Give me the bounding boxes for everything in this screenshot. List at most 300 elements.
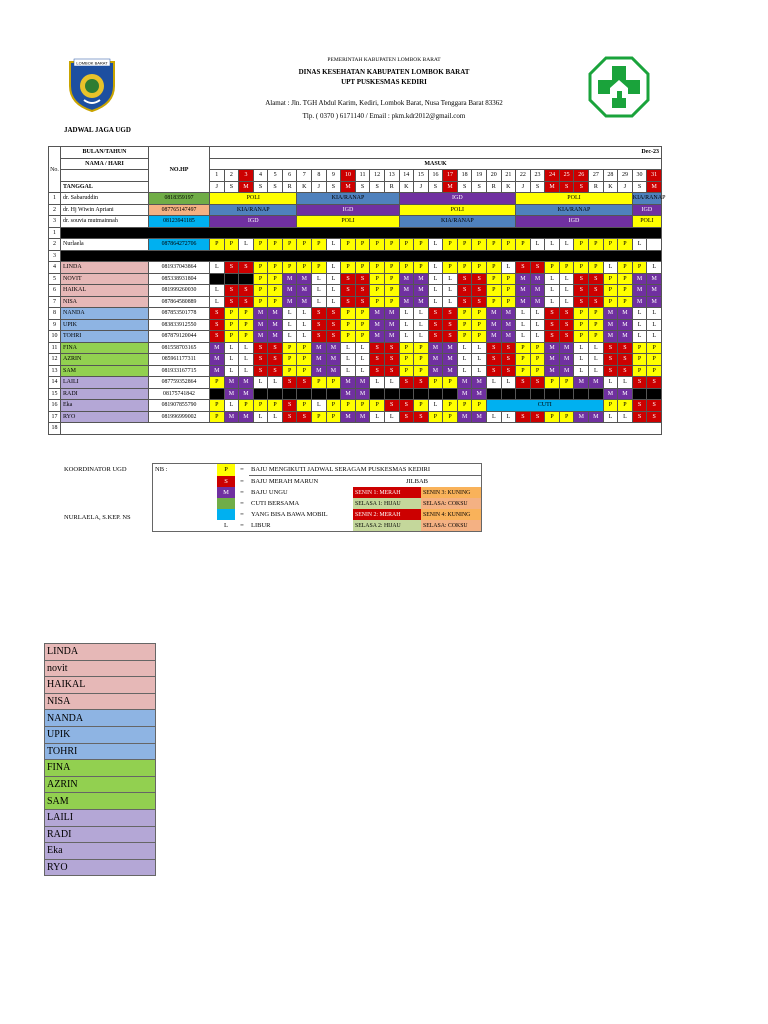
date-cell: 1	[210, 170, 225, 182]
date-cell: 23	[530, 170, 545, 182]
day-cell: S	[457, 181, 472, 193]
shift-cell: M	[210, 365, 225, 377]
shift-cell: M	[384, 319, 399, 331]
shift-cell: L	[341, 354, 356, 366]
date-cell: 16	[428, 170, 443, 182]
legend-code: M	[217, 487, 235, 498]
shift-cell: M	[428, 342, 443, 354]
shift-cell: P	[370, 400, 385, 412]
shift-cell	[632, 388, 647, 400]
day-cell: K	[501, 181, 516, 193]
shift-cell: L	[224, 342, 239, 354]
date-cell: 20	[486, 170, 501, 182]
shift-cell: P	[589, 239, 604, 251]
day-cell: M	[443, 181, 458, 193]
name-list-item: NANDA	[45, 710, 156, 727]
date-cell: 28	[603, 170, 618, 182]
shift-segment: KIA/RANAP	[297, 193, 399, 205]
shift-cell: P	[268, 285, 283, 297]
legend-eq: =	[240, 477, 244, 485]
table-row	[45, 710, 156, 727]
shift-cell: L	[545, 285, 560, 297]
day-cell: R	[384, 181, 399, 193]
shift-cell: M	[574, 377, 589, 389]
shift-cell: L	[428, 273, 443, 285]
date-cell: 31	[647, 170, 662, 182]
shift-cell: M	[297, 273, 312, 285]
shift-cell: M	[268, 331, 283, 343]
shift-cell: L	[355, 354, 370, 366]
shift-cell: M	[210, 342, 225, 354]
shift-cell: P	[239, 308, 254, 320]
phone-number: 087864580889	[149, 296, 210, 308]
name-list-item: Eka	[45, 843, 156, 860]
day-cell: J	[618, 181, 633, 193]
shift-cell: S	[618, 354, 633, 366]
shift-cell: M	[341, 411, 356, 423]
shift-cell: P	[559, 377, 574, 389]
shift-cell: S	[268, 365, 283, 377]
day-cell: S	[632, 181, 647, 193]
date-cell: 13	[384, 170, 399, 182]
shift-cell: P	[574, 262, 589, 274]
shift-cell: P	[501, 285, 516, 297]
table-row	[153, 498, 482, 509]
doctor-name: dr. Sabaruddin	[61, 193, 149, 205]
shift-cell: L	[312, 400, 327, 412]
shift-cell: L	[647, 262, 662, 274]
shift-cell: S	[603, 365, 618, 377]
shift-cell: L	[472, 342, 487, 354]
shift-segment: IGD	[399, 193, 516, 205]
shift-cell: P	[370, 273, 385, 285]
shift-cell: P	[210, 377, 225, 389]
shift-cell: P	[341, 239, 356, 251]
shift-cell: M	[516, 273, 531, 285]
shift-cell: P	[457, 319, 472, 331]
shift-cell: M	[589, 377, 604, 389]
shift-cell: S	[297, 377, 312, 389]
shift-cell: L	[312, 285, 327, 297]
jilbab-cell: SENIN 1: MERAH	[353, 487, 421, 498]
shift-cell: P	[486, 296, 501, 308]
phone-number: 081937043864	[149, 262, 210, 274]
table-row	[45, 726, 156, 743]
table-row	[49, 377, 662, 389]
shift-cell: L	[530, 319, 545, 331]
day-cell: M	[545, 181, 560, 193]
shift-cell: M	[647, 273, 662, 285]
shift-cell: S	[618, 365, 633, 377]
doctor-name: dr. Hj Wiwin Apriani	[61, 204, 149, 216]
day-cell: J	[414, 181, 429, 193]
legend-text: BAJU UNGU	[251, 489, 288, 496]
shift-cell: M	[545, 342, 560, 354]
shift-cell: S	[516, 411, 531, 423]
shift-cell: P	[545, 377, 560, 389]
shift-cell: L	[603, 377, 618, 389]
shift-cell: S	[574, 273, 589, 285]
shift-cell: L	[253, 411, 268, 423]
shift-cell: L	[282, 319, 297, 331]
shift-cell: S	[632, 377, 647, 389]
shift-cell: M	[472, 377, 487, 389]
shift-cell: P	[355, 262, 370, 274]
shift-cell: S	[384, 365, 399, 377]
shift-cell: M	[414, 296, 429, 308]
day-cell: K	[603, 181, 618, 193]
shift-cell: P	[355, 400, 370, 412]
shift-cell: P	[443, 411, 458, 423]
day-cell: S	[428, 181, 443, 193]
blank-row	[61, 423, 662, 435]
table-row	[49, 193, 662, 205]
legend-spacer	[153, 520, 218, 532]
shift-cell: P	[384, 239, 399, 251]
staff-name: UPIK	[61, 319, 149, 331]
table-row	[45, 843, 156, 860]
shift-cell: L	[457, 365, 472, 377]
date-cell: 12	[370, 170, 385, 182]
shift-cell: S	[603, 342, 618, 354]
date-cell: 24	[545, 170, 560, 182]
name-list-item: AZRIN	[45, 776, 156, 793]
shift-cell: S	[603, 354, 618, 366]
shift-cell: S	[457, 285, 472, 297]
shift-cell: S	[239, 285, 254, 297]
shift-cell: S	[399, 411, 414, 423]
shift-cell: L	[428, 400, 443, 412]
shift-cell: P	[618, 273, 633, 285]
shift-cell: L	[574, 354, 589, 366]
staff-name: RADI	[61, 388, 149, 400]
legend-code	[217, 498, 235, 509]
shift-cell: L	[370, 411, 385, 423]
shift-cell: M	[428, 365, 443, 377]
table-row	[49, 204, 662, 216]
shift-cell: L	[399, 308, 414, 320]
phone-number: 08123941185	[149, 216, 210, 228]
shift-cell: P	[399, 365, 414, 377]
shift-cell: L	[443, 273, 458, 285]
shift-cell: P	[647, 365, 662, 377]
shift-cell: P	[516, 342, 531, 354]
shift-cell: P	[414, 354, 429, 366]
staff-name: Nurlaela	[61, 239, 149, 251]
shift-cell: P	[355, 308, 370, 320]
shift-cell: M	[647, 285, 662, 297]
shift-cell: M	[282, 296, 297, 308]
shift-cell: S	[472, 285, 487, 297]
row-number: 17	[49, 411, 61, 423]
shift-cell: P	[253, 239, 268, 251]
shift-cell: P	[370, 285, 385, 297]
legend-text: BAJU MERAH MARUN	[251, 478, 319, 485]
col-tanggal-header: TANGGAL	[61, 181, 149, 193]
shift-cell: P	[355, 319, 370, 331]
shift-cell: P	[224, 319, 239, 331]
legend-spacer	[153, 498, 218, 509]
day-cell: M	[239, 181, 254, 193]
header-gov: PEMERINTAH KABUPATEN LOMBOK BARAT	[327, 57, 441, 63]
shift-cell	[647, 388, 662, 400]
shift-cell: P	[384, 273, 399, 285]
table-row	[49, 262, 662, 274]
shift-cell: P	[297, 400, 312, 412]
legend-spacer	[153, 476, 218, 488]
shift-cell: S	[589, 285, 604, 297]
shift-cell: P	[457, 262, 472, 274]
shift-cell: M	[282, 285, 297, 297]
shift-cell	[297, 388, 312, 400]
shift-cell: L	[632, 319, 647, 331]
shift-cell: P	[239, 400, 254, 412]
shift-cell: P	[530, 342, 545, 354]
shift-cell: P	[370, 296, 385, 308]
shift-cell: P	[370, 262, 385, 274]
table-row	[45, 743, 156, 760]
date-cell: 8	[312, 170, 327, 182]
shift-cell	[428, 388, 443, 400]
header-upt: UPT PUSKESMAS KEDIRI	[341, 78, 427, 86]
jilbab-cell: SELASA 2: HIJAU	[353, 520, 421, 532]
header-dinas: DINAS KESEHATAN KABUPATEN LOMBOK BARAT	[298, 68, 470, 76]
table-row	[49, 227, 662, 239]
shift-cell: S	[384, 342, 399, 354]
shift-cell: L	[239, 354, 254, 366]
date-cell: 9	[326, 170, 341, 182]
table-row	[49, 365, 662, 377]
shift-cell	[312, 388, 327, 400]
shift-segment: IGD	[632, 204, 661, 216]
shift-cell: L	[341, 342, 356, 354]
shift-cell: P	[210, 400, 225, 412]
col-hp-header: NO.HP	[149, 147, 210, 193]
shift-cell: P	[443, 239, 458, 251]
shift-cell: S	[370, 342, 385, 354]
shift-cell: S	[443, 308, 458, 320]
shift-cell: M	[224, 411, 239, 423]
shift-cell: S	[370, 354, 385, 366]
shift-cell: P	[589, 262, 604, 274]
staff-name: RYO	[61, 411, 149, 423]
day-cell: S	[224, 181, 239, 193]
row-number: 8	[49, 308, 61, 320]
shift-cell: L	[545, 296, 560, 308]
shift-cell: P	[443, 400, 458, 412]
date-cell: 17	[443, 170, 458, 182]
date-cell: 4	[253, 170, 268, 182]
shift-segment: POLI	[297, 216, 399, 228]
shift-cell: L	[239, 342, 254, 354]
shift-cell: P	[370, 239, 385, 251]
shift-cell: M	[457, 377, 472, 389]
shift-cell: P	[472, 308, 487, 320]
shift-cell: M	[297, 296, 312, 308]
shift-cell: S	[632, 400, 647, 412]
shift-cell: P	[253, 262, 268, 274]
row-number: 18	[49, 423, 61, 435]
shift-cell: P	[472, 331, 487, 343]
day-cell: J	[516, 181, 531, 193]
shift-cell: L	[472, 354, 487, 366]
shift-cell: P	[516, 365, 531, 377]
shift-cell: L	[486, 411, 501, 423]
shift-cell: P	[384, 262, 399, 274]
shift-cell	[516, 388, 531, 400]
name-list-item: SAM	[45, 793, 156, 810]
shift-cell: M	[618, 319, 633, 331]
shift-cell: P	[603, 273, 618, 285]
shift-cell: L	[530, 239, 545, 251]
row-number: 2	[49, 239, 61, 251]
shift-cell: P	[574, 308, 589, 320]
shift-cell: P	[574, 331, 589, 343]
jilbab-cell: SELASA: COKSU	[421, 498, 482, 509]
shift-cell: L	[443, 296, 458, 308]
shift-cell: L	[632, 239, 647, 251]
shift-cell	[282, 388, 297, 400]
shift-cell: S	[210, 308, 225, 320]
shift-cell: P	[210, 411, 225, 423]
shift-cell: S	[326, 308, 341, 320]
shift-cell: L	[253, 377, 268, 389]
jilbab-cell: SENIN 4: KUNING	[421, 509, 482, 520]
date-cell: 22	[516, 170, 531, 182]
shift-cell: L	[224, 354, 239, 366]
row-number: 7	[49, 296, 61, 308]
shift-cell: P	[443, 377, 458, 389]
day-cell: S	[253, 181, 268, 193]
shift-cell: P	[253, 273, 268, 285]
puskesmas-logo	[588, 56, 650, 118]
shift-cell: M	[370, 319, 385, 331]
phone-number: 087864272706	[149, 239, 210, 251]
shift-cell: S	[516, 377, 531, 389]
jilbab-cell: SENIN 3: KUNING	[421, 487, 482, 498]
shift-cell: P	[297, 262, 312, 274]
shift-cell: L	[297, 331, 312, 343]
date-cell: 6	[282, 170, 297, 182]
legend-code: L	[224, 522, 228, 529]
shift-cell: L	[545, 239, 560, 251]
shift-cell: M	[632, 296, 647, 308]
shift-cell: M	[355, 411, 370, 423]
staff-name: NOVIT	[61, 273, 149, 285]
shift-cell: M	[355, 388, 370, 400]
shift-cell	[530, 388, 545, 400]
shift-cell: M	[239, 411, 254, 423]
shift-cell: P	[341, 319, 356, 331]
row-number: 15	[49, 388, 61, 400]
date-cell: 10	[341, 170, 356, 182]
shift-cell: L	[210, 262, 225, 274]
day-cell: R	[282, 181, 297, 193]
shift-cell: M	[210, 354, 225, 366]
shift-cell: M	[414, 285, 429, 297]
jilbab-header: JILBAB	[405, 478, 429, 485]
cuti-segment: CUTI	[486, 400, 603, 412]
shift-cell: P	[632, 354, 647, 366]
shift-cell: P	[297, 342, 312, 354]
staff-name-list	[44, 643, 156, 876]
table-row	[49, 400, 662, 412]
shift-cell: P	[253, 400, 268, 412]
date-cell: 19	[472, 170, 487, 182]
shift-cell: S	[545, 308, 560, 320]
shift-cell: L	[559, 296, 574, 308]
col-bulan-header: BULAN/TAHUN	[61, 147, 149, 159]
shift-cell: S	[486, 354, 501, 366]
shift-cell: P	[486, 273, 501, 285]
date-cell: 26	[574, 170, 589, 182]
shift-cell	[501, 388, 516, 400]
day-cell: K	[399, 181, 414, 193]
schedule-table	[48, 146, 666, 435]
shift-cell: L	[486, 377, 501, 389]
row-number: 6	[49, 285, 61, 297]
shift-cell: L	[268, 411, 283, 423]
shift-cell: M	[632, 273, 647, 285]
separator-bar	[61, 250, 662, 262]
shift-cell: P	[414, 262, 429, 274]
shift-cell: L	[268, 377, 283, 389]
phone-number: 081907855790	[149, 400, 210, 412]
shift-cell: M	[384, 331, 399, 343]
shift-cell: P	[632, 262, 647, 274]
phone-number: 081933167715	[149, 365, 210, 377]
table-row	[45, 644, 156, 661]
shift-cell: S	[355, 285, 370, 297]
shift-cell: L	[472, 365, 487, 377]
shift-cell: M	[516, 296, 531, 308]
shift-cell: M	[545, 365, 560, 377]
shift-cell: L	[516, 331, 531, 343]
date-cell: 25	[559, 170, 574, 182]
shift-cell: M	[399, 273, 414, 285]
row-number: 4	[49, 262, 61, 274]
masuk-label: MASUK	[210, 158, 662, 170]
shift-cell: S	[210, 331, 225, 343]
shift-cell: L	[282, 308, 297, 320]
staff-name: LINDA	[61, 262, 149, 274]
shift-cell: S	[486, 342, 501, 354]
shift-cell: P	[574, 239, 589, 251]
emblem-banner-text: LOMBOK BARAT	[76, 60, 108, 66]
shift-segment: IGD	[297, 204, 399, 216]
shift-cell: S	[618, 342, 633, 354]
shift-cell: P	[647, 342, 662, 354]
shift-cell: M	[253, 331, 268, 343]
table-row	[49, 147, 662, 159]
shift-cell: S	[632, 411, 647, 423]
row-number: 9	[49, 319, 61, 331]
legend-spacer	[153, 509, 218, 520]
table-row	[49, 388, 662, 400]
shift-cell: S	[545, 319, 560, 331]
shift-cell: P	[545, 262, 560, 274]
shift-cell: M	[341, 388, 356, 400]
name-list-item: novit	[45, 660, 156, 677]
shift-cell: P	[384, 285, 399, 297]
shift-cell: S	[210, 319, 225, 331]
phone-number: 081999260030	[149, 285, 210, 297]
shift-cell: M	[224, 388, 239, 400]
table-row	[49, 216, 662, 228]
shift-cell	[268, 388, 283, 400]
shift-cell	[559, 388, 574, 400]
shift-cell: M	[268, 319, 283, 331]
